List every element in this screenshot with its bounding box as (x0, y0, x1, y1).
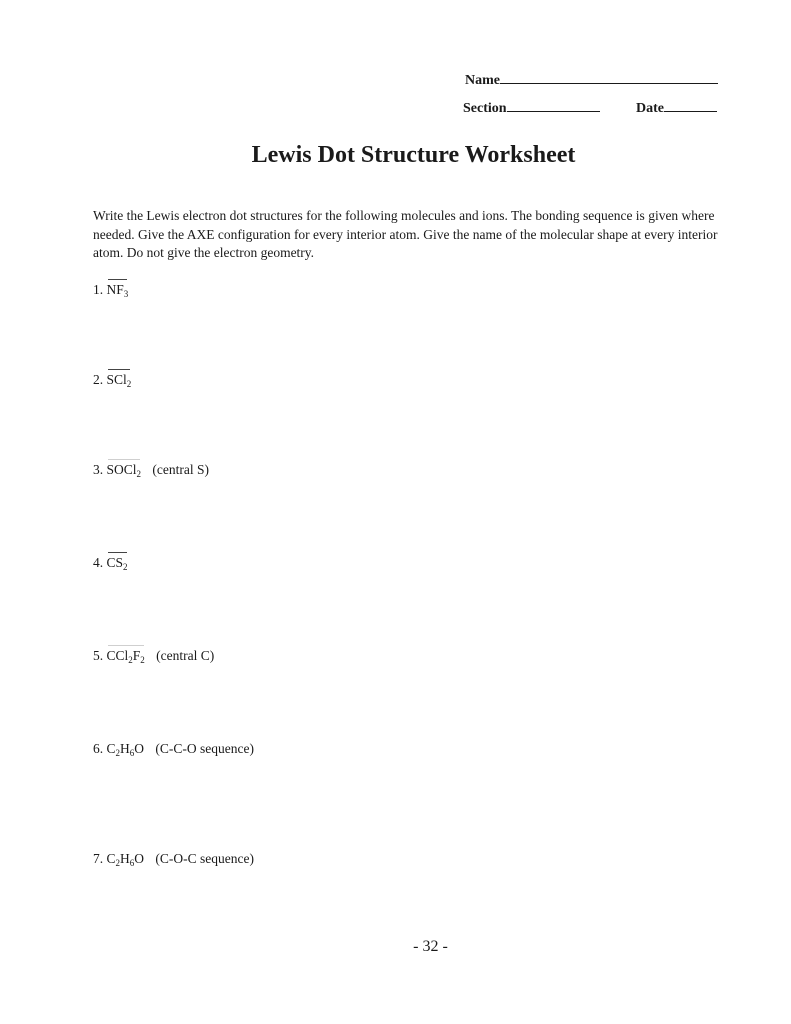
problem-2 (93, 371, 131, 389)
name-label: Name (465, 73, 500, 88)
problem-1 (93, 281, 128, 299)
problem-3 (93, 461, 209, 479)
formula: $C_2H_6O$ (106, 851, 145, 868)
problem-number: 7. (93, 851, 104, 866)
problem-note: (C-C-O sequence) (155, 741, 254, 756)
instructions-paragraph: Write the Lewis electron dot structures for the following molecules and ions. The bonding sequence is given where needed. Give the AXE configuration for every interior atom. Give the name of the molecular shape at every interior atom. Do not give the electron geometry. (93, 208, 718, 260)
section-field (463, 99, 600, 117)
problem-4 (93, 554, 128, 572)
problem-number: 6. (93, 741, 104, 756)
problem-7 (93, 850, 254, 868)
section-blank-line (507, 99, 600, 112)
name-blank-line (500, 71, 718, 84)
formula: SOCl$_2$ (106, 462, 142, 479)
page-number: - 32 - (413, 938, 448, 955)
formula: $CCl_2F_2$ (106, 648, 145, 665)
problem-number: 4. (93, 555, 104, 570)
problem-number: 5. (93, 648, 104, 663)
problem-number: 3. (93, 462, 104, 477)
formula: $C_2H_6O$ (106, 741, 145, 758)
problem-note: (central C) (156, 648, 215, 663)
problem-number: 2. (93, 372, 104, 387)
formula: $CS_2$ (106, 555, 128, 572)
problem-note: (central S) (152, 462, 209, 477)
problem-number: 1. (93, 282, 104, 297)
formula: $NF_3$ (106, 282, 129, 299)
date-label: Date (636, 101, 664, 116)
problem-6 (93, 740, 254, 758)
page-title: Lewis Dot Structure Worksheet (251, 142, 576, 168)
formula: SCl$_2$ (106, 372, 132, 389)
name-field (465, 71, 718, 89)
date-field (636, 99, 717, 117)
problem-5 (93, 647, 214, 665)
section-label: Section (463, 101, 507, 116)
problem-note: (C-O-C sequence) (155, 851, 254, 866)
date-blank-line (664, 99, 717, 112)
